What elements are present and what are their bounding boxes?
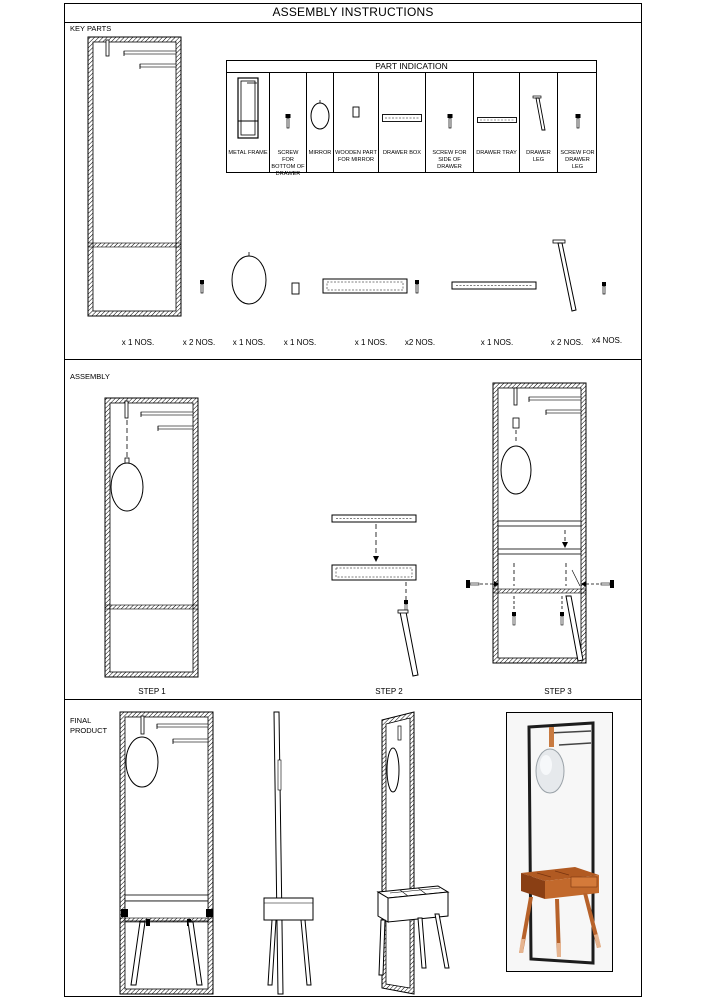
step-3-label: STEP 3 bbox=[544, 687, 572, 696]
part-label: MIRROR bbox=[308, 150, 332, 156]
step1-frame-drawing bbox=[105, 398, 198, 677]
key-drawer-tray-icon bbox=[452, 282, 536, 289]
final-side-view-drawing bbox=[264, 712, 313, 994]
step3-full-assembly-drawing bbox=[466, 383, 614, 663]
final-product-heading: FINAL PRODUCT bbox=[70, 716, 108, 735]
qty-screw-side: x2 NOS. bbox=[404, 338, 436, 347]
key-screw-icon-1 bbox=[200, 280, 204, 293]
assembly-heading: ASSEMBLY bbox=[70, 372, 110, 381]
page-title: ASSEMBLY INSTRUCTIONS bbox=[64, 3, 642, 23]
final-front-view-drawing bbox=[120, 712, 213, 994]
key-parts-heading: KEY PARTS bbox=[70, 24, 112, 33]
part-indication-title: PART INDICATION bbox=[227, 61, 596, 73]
qty-drawer-tray: x 1 NOS. bbox=[480, 338, 514, 347]
key-screw-icon-3 bbox=[602, 282, 606, 294]
step-1-label: STEP 1 bbox=[138, 687, 166, 696]
part-label: DRAWER BOX bbox=[382, 150, 422, 156]
key-drawer-leg-icon bbox=[553, 240, 576, 311]
part-label: METAL FRAME bbox=[228, 150, 268, 156]
part-label: DRAWER TRAY bbox=[476, 150, 517, 156]
key-mirror-icon bbox=[232, 252, 266, 304]
step-2-label: STEP 2 bbox=[375, 687, 403, 696]
step2-drawer-drawing bbox=[332, 515, 418, 676]
qty-drawer-box: x 1 NOS. bbox=[354, 338, 388, 347]
qty-metal-frame: x 1 NOS. bbox=[121, 338, 155, 347]
qty-wooden-part: x 1 NOS. bbox=[283, 338, 317, 347]
part-label: SCREW FOR SIDE OF DRAWER bbox=[432, 150, 467, 170]
qty-mirror: x 1 NOS. bbox=[232, 338, 266, 347]
product-photo-image bbox=[507, 713, 612, 971]
part-label: SCREW FOR DRAWER LEG bbox=[560, 150, 595, 170]
qty-screw-bottom: x 2 NOS. bbox=[182, 338, 216, 347]
part-label: SCREW FOR BOTTOM OF DRAWER bbox=[271, 150, 305, 177]
part-label: WOODEN PART FOR MIRROR bbox=[335, 150, 377, 163]
key-screw-icon-2 bbox=[415, 280, 419, 293]
key-wooden-part-icon bbox=[292, 283, 299, 294]
final-perspective-view-drawing bbox=[378, 712, 449, 994]
qty-drawer-leg: x 2 NOS. bbox=[550, 338, 584, 347]
key-drawer-box-icon bbox=[323, 279, 407, 293]
key-metal-frame-icon bbox=[88, 37, 181, 316]
qty-screw-leg: x4 NOS. bbox=[591, 336, 623, 345]
part-label: DRAWER LEG bbox=[526, 150, 551, 163]
final-product-photo bbox=[506, 712, 613, 972]
